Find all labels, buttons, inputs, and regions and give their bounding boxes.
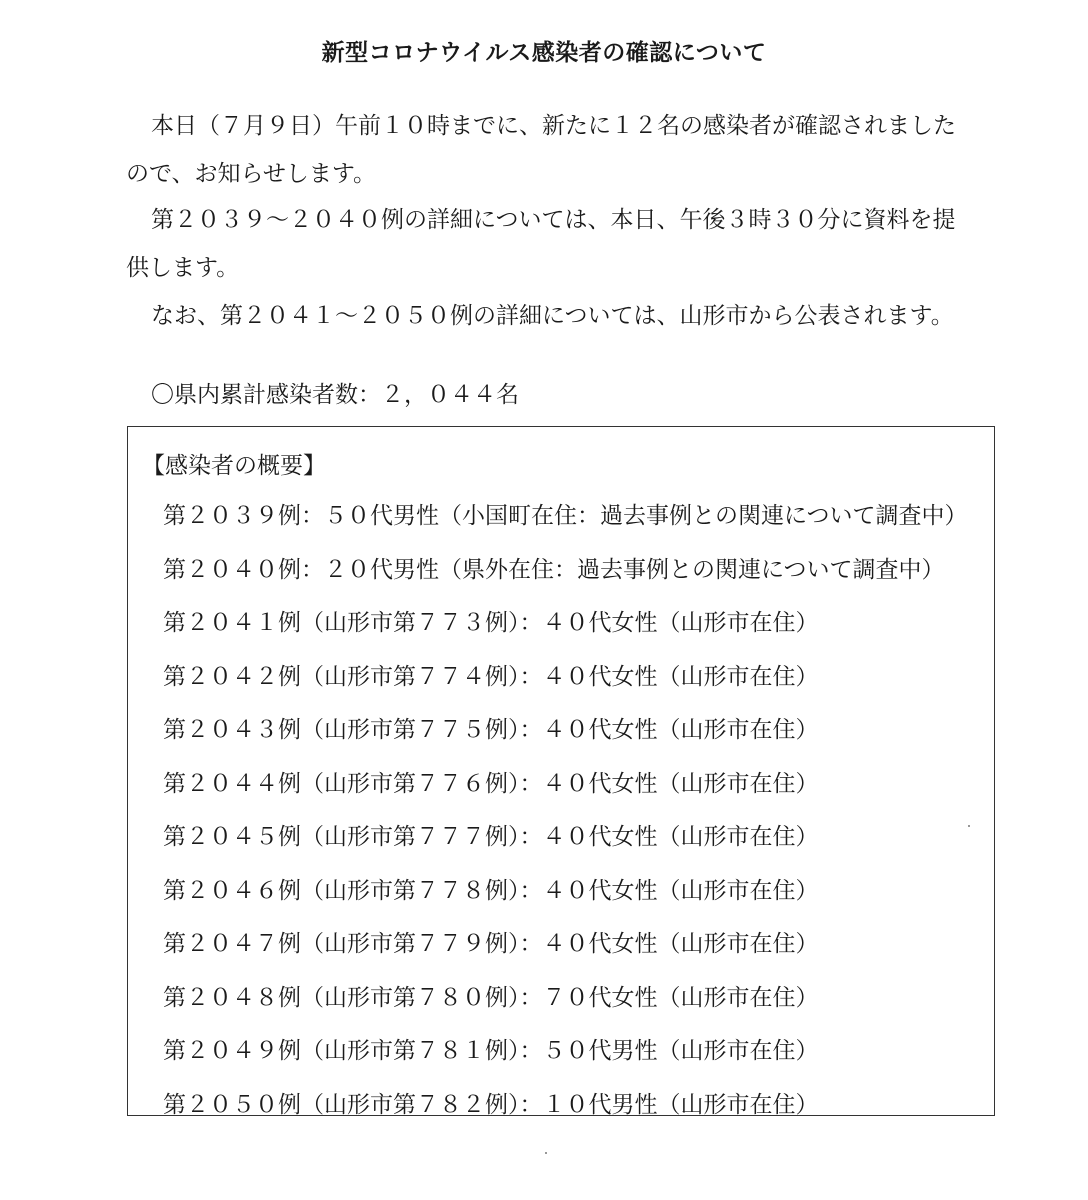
- total-cases-line: 〇県内累計感染者数：２，０４４名: [151, 382, 519, 408]
- scan-speck: [968, 825, 970, 827]
- scan-speck: [545, 1152, 547, 1154]
- case-item: 第２０４６例（山形市第７７８例）：４０代女性（山形市在住）: [163, 877, 819, 904]
- case-item: 第２０３９例：５０代男性（小国町在住：過去事例との関連について調査中）: [163, 503, 968, 529]
- case-item: 第２０４４例（山形市第７７６例）：４０代女性（山形市在住）: [163, 770, 819, 797]
- case-item: 第２０４０例：２０代男性（県外在住：過去事例との関連について調査中）: [163, 556, 945, 583]
- case-item: 第２０４７例（山形市第７７９例）：４０代女性（山形市在住）: [163, 931, 819, 957]
- paragraph-line-2: ので、お知らせします。: [126, 161, 377, 187]
- case-item: 第２０４２例（山形市第７７４例）：４０代女性（山形市在住）: [163, 663, 819, 690]
- case-item: 第２０４９例（山形市第７８１例）：５０代男性（山形市在住）: [163, 1038, 819, 1064]
- case-item: 第２０５０例（山形市第７８２例）：１０代男性（山形市在住）: [163, 1091, 819, 1118]
- paragraph-line-5: なお、第２０４１～２０５０例の詳細については、山形市から公表されます。: [151, 303, 954, 329]
- paragraph-line-4: 供します。: [126, 255, 240, 281]
- case-item: 第２０４５例（山形市第７７７例）：４０代女性（山形市在住）: [163, 824, 819, 850]
- case-list: [163, 505, 968, 1147]
- case-item: 第２０４３例（山形市第７７５例）：４０代女性（山形市在住）: [163, 717, 819, 743]
- document-title: 新型コロナウイルス感染者の確認について: [321, 40, 767, 66]
- case-item: 第２０４８例（山形市第７８０例）：７０代女性（山形市在住）: [163, 984, 819, 1011]
- paragraph-line-1: 本日（７月９日）午前１０時までに、新たに１２名の感染者が確認されました: [151, 113, 956, 139]
- paragraph-line-3: 第２０３９～２０４０例の詳細については、本日、午後３時３０分に資料を提: [151, 207, 956, 233]
- case-summary-box: [127, 426, 995, 1116]
- summary-heading: 【感染者の概要】: [142, 453, 326, 479]
- case-item: 第２０４１例（山形市第７７３例）：４０代女性（山形市在住）: [163, 610, 819, 636]
